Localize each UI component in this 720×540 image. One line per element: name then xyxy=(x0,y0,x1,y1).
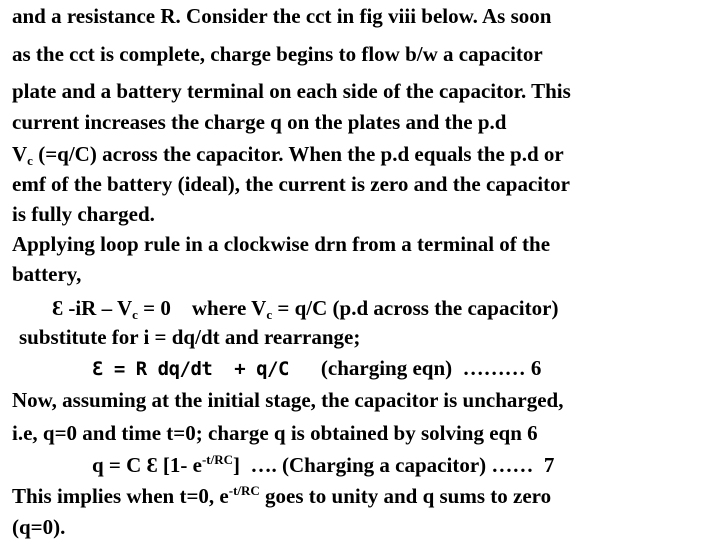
text-line: battery, xyxy=(12,262,82,286)
text-line: Now, assuming at the initial stage, the capacitor is uncharged, xyxy=(12,388,564,412)
text-span: This implies when t=0, e xyxy=(12,484,229,508)
subscript: c xyxy=(27,153,33,168)
equation-note: (charging eqn) ……… 6 xyxy=(320,356,542,380)
text-line: is fully charged. xyxy=(12,202,155,226)
text-line: current increases the charge q on the plates and the p.d xyxy=(12,110,507,134)
text-span: = q/C (p.d across the capacitor) xyxy=(272,296,559,320)
superscript: -t/RC xyxy=(201,452,233,467)
solution-equation-line xyxy=(92,453,554,478)
text-line-vc xyxy=(12,142,564,167)
text-span: ] …. (Charging a capacitor) …… 7 xyxy=(233,453,555,477)
text-line: (q=0). xyxy=(12,515,66,539)
superscript: -t/RC xyxy=(228,483,260,498)
subscript: c xyxy=(132,307,138,322)
text-span: q = C Ɛ [1- e xyxy=(92,453,202,477)
text-line: emf of the battery (ideal), the current is zero and the capacitor xyxy=(12,172,570,196)
text-line: i.e, q=0 and time t=0; charge q is obtained by solving eqn 6 xyxy=(12,421,538,445)
charging-equation-line xyxy=(92,356,541,382)
loop-equation-line xyxy=(52,296,558,321)
text-line: substitute for i = dq/dt and rearrange; xyxy=(19,325,361,349)
text-line: as the cct is complete, charge begins to flow b/w a capacitor xyxy=(12,42,543,66)
text-line: plate and a battery terminal on each side of the capacitor. This xyxy=(12,79,571,103)
text-span: Ɛ -iR – V xyxy=(52,296,133,320)
text-span: (=q/C) across the capacitor. When the p.d equals the p.d or xyxy=(32,142,564,166)
text-line: and a resistance R. Consider the cct in fig viii below. As soon xyxy=(12,4,552,28)
text-line: Applying loop rule in a clockwise drn from a terminal of the xyxy=(12,232,551,256)
text-line-exponent xyxy=(12,484,551,509)
subscript: c xyxy=(266,307,273,322)
text-span: goes to unity and q sums to zero xyxy=(259,484,552,508)
text-span: = 0 where V xyxy=(137,296,267,320)
equation: Ɛ = R dq/dt + q/C xyxy=(92,358,289,380)
text-span: V xyxy=(12,142,28,166)
